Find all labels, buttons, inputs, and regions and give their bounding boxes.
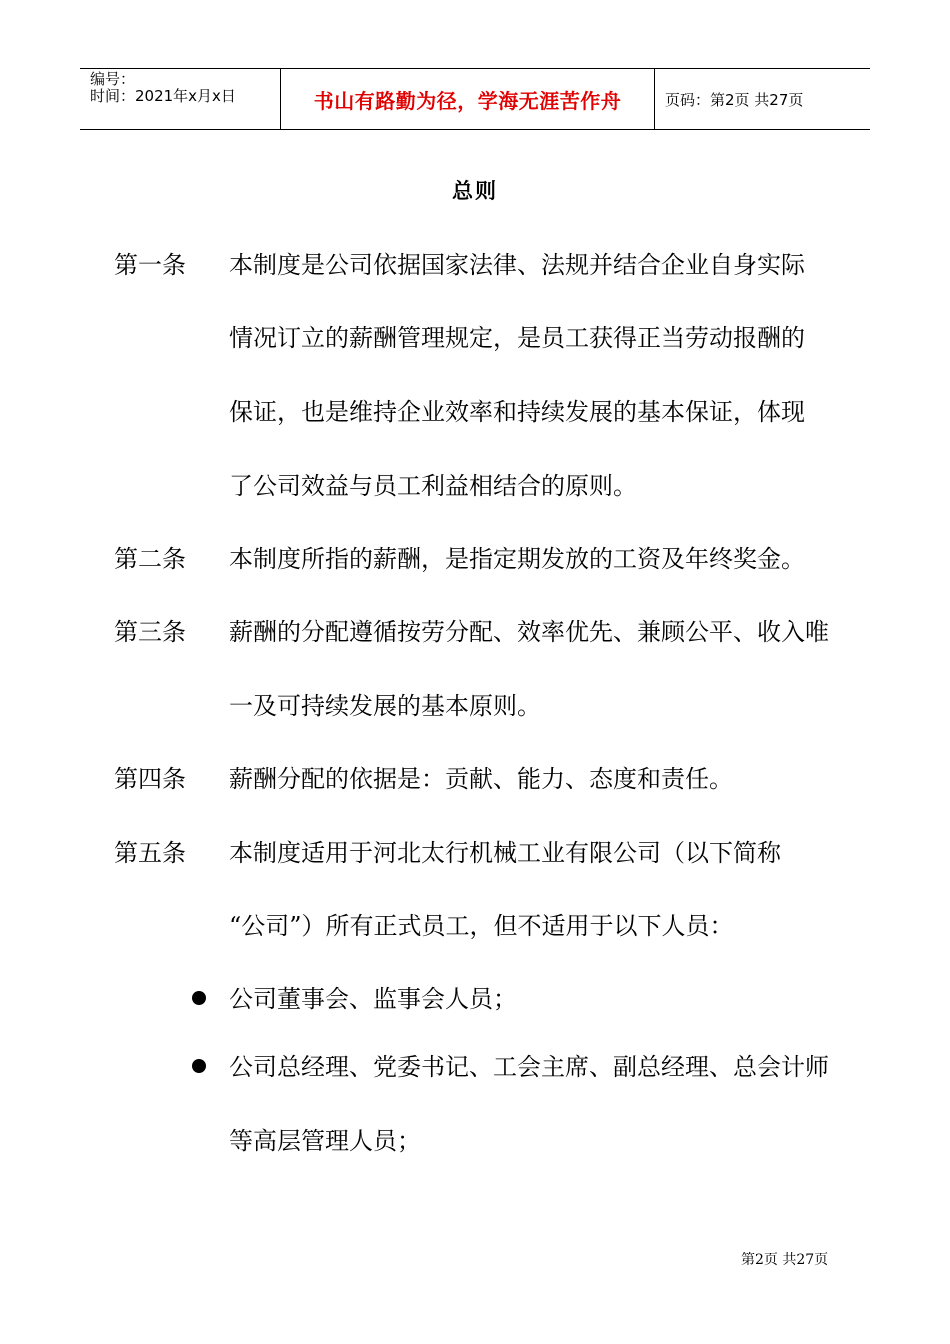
article-1-line-1: 本制度是公司依据国家法律、法规并结合企业自身实际 bbox=[229, 251, 805, 279]
article-3-label: 第三条 bbox=[114, 618, 186, 646]
article-4-line-1: 薪酬分配的依据是：贡献、能力、态度和责任。 bbox=[229, 765, 733, 793]
bullet-2-line-2: 等高层管理人员； bbox=[229, 1127, 421, 1155]
section-title: 总则 bbox=[452, 179, 498, 203]
page-footer: 第2页 共27页 bbox=[741, 1252, 829, 1268]
article-1-line-4: 了公司效益与员工利益相结合的原则。 bbox=[229, 472, 637, 500]
article-5-line-1: 本制度适用于河北太行机械工业有限公司（以下简称 bbox=[229, 839, 781, 867]
page-header bbox=[80, 68, 870, 130]
article-3-line-1: 薪酬的分配遵循按劳分配、效率优先、兼顾公平、收入唯 bbox=[229, 618, 829, 646]
bullet-dot-1 bbox=[192, 991, 206, 1005]
article-1-line-2: 情况订立的薪酬管理规定，是员工获得正当劳动报酬的 bbox=[229, 324, 805, 352]
article-2-label: 第二条 bbox=[114, 545, 186, 573]
article-1-line-3: 保证，也是维持企业效率和持续发展的基本保证，体现 bbox=[229, 398, 805, 426]
bullet-1-line-1: 公司董事会、监事会人员； bbox=[229, 985, 517, 1013]
article-4-label: 第四条 bbox=[114, 765, 186, 793]
header-number: 编号： bbox=[90, 70, 136, 88]
article-3-line-2: 一及可持续发展的基本原则。 bbox=[229, 692, 541, 720]
bullet-2-line-1: 公司总经理、党委书记、工会主席、副总经理、总会计师 bbox=[229, 1053, 829, 1081]
article-5-label: 第五条 bbox=[114, 839, 186, 867]
article-1-label: 第一条 bbox=[114, 251, 186, 279]
article-2-line-1: 本制度所指的薪酬，是指定期发放的工资及年终奖金。 bbox=[229, 545, 805, 573]
header-time: 时间：2021年x月x日 bbox=[90, 87, 236, 105]
article-5-line-2: “公司”）所有正式员工，但不适用于以下人员： bbox=[229, 912, 734, 940]
header-meta bbox=[80, 69, 281, 129]
header-motto: 书山有路勤为径，学海无涯苦作舟 bbox=[281, 69, 655, 129]
bullet-dot-2 bbox=[192, 1059, 206, 1073]
header-page-number: 页码：第2页 共27页 bbox=[665, 90, 804, 109]
